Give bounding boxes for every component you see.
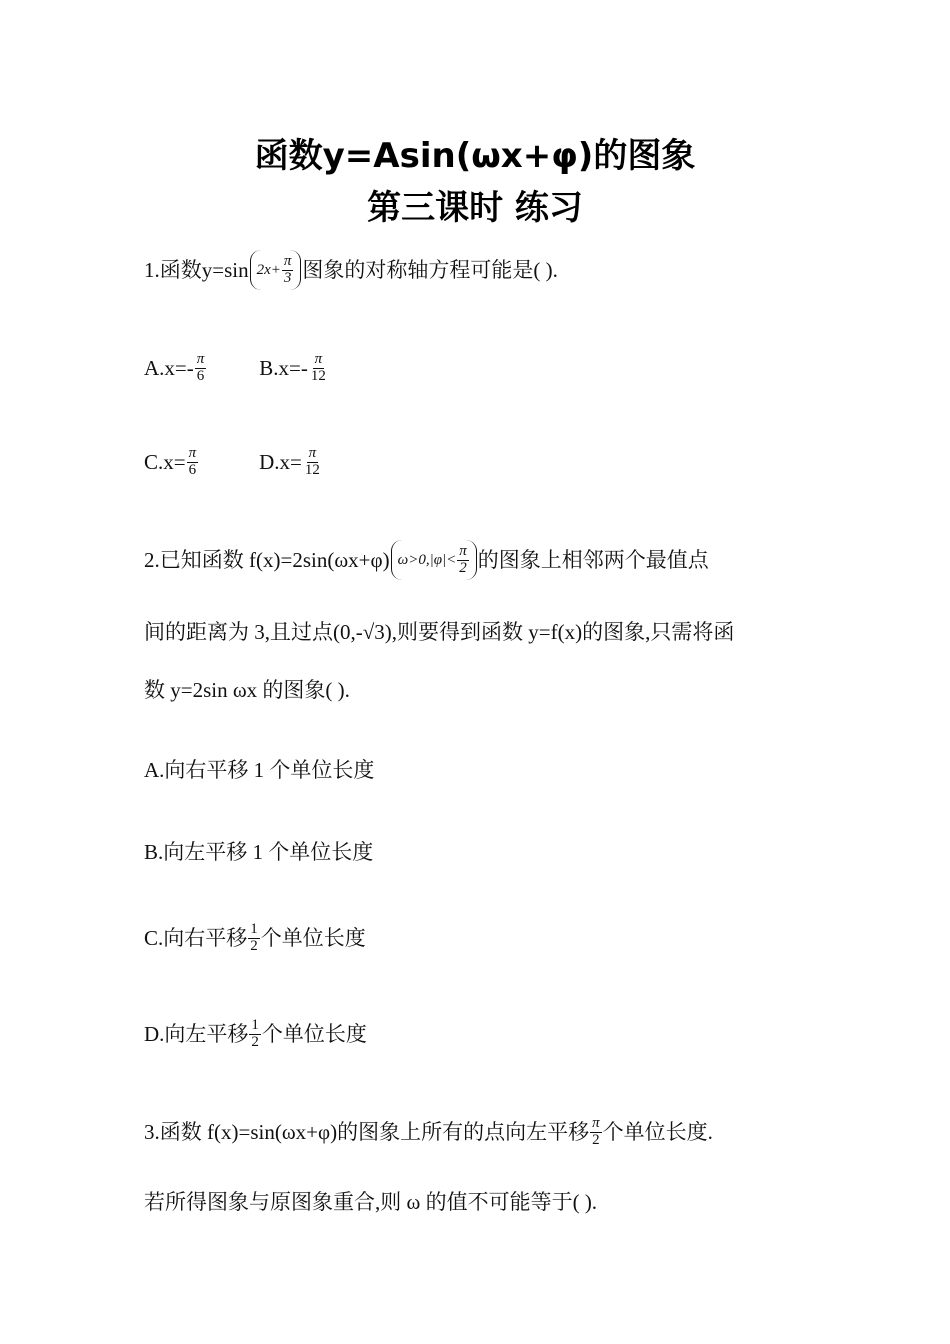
q2-cond-den: 2 — [459, 559, 467, 576]
q1-a-den: 6 — [196, 367, 205, 384]
q2-line1-suffix: 的图象上相邻两个最值点 — [477, 547, 709, 572]
q3-post: 个单位长度. — [602, 1119, 713, 1144]
q1-frac-den: 3 — [283, 269, 292, 286]
q3-pre: 3.函数 f(x)=sin(ωx+φ)的图象上所有的点向左平移 — [144, 1119, 590, 1144]
q2-stem-line3: 数 y=2sin ωx 的图象( ). — [144, 678, 350, 702]
q1-option-b: B.x=- — [259, 355, 308, 380]
q2-prefix: 2.已知函数 f(x)=2sin(ωx+φ) — [144, 547, 390, 572]
q2-option-c — [144, 922, 366, 955]
q1-frac-num: π — [283, 252, 292, 269]
q2-stem-line1 — [144, 540, 709, 580]
q2-c-frac — [248, 922, 260, 955]
q1-suffix: 图象的对称轴方程可能是( ). — [302, 257, 558, 282]
q2-d-den: 2 — [251, 1033, 259, 1050]
q1-options-cd — [144, 446, 323, 479]
q2-c-pre: C.向右平移 — [144, 925, 248, 950]
q1-argument — [250, 250, 302, 290]
q3-frac-den: 2 — [592, 1131, 600, 1148]
q1-fraction — [282, 254, 294, 287]
q1-prefix: 1.函数y=sin — [144, 257, 249, 282]
q2-c-post: 个单位长度 — [260, 925, 366, 950]
q1-option-a: A.x=- — [144, 355, 194, 380]
q2-d-num: 1 — [251, 1017, 259, 1033]
q1-option-d: D.x= — [259, 449, 302, 474]
q2-c-den: 2 — [250, 937, 258, 954]
q1-option-c: C.x= — [144, 449, 186, 474]
q2-c-num: 1 — [250, 921, 258, 937]
q2-stem-line2: 间的距离为 3,且过点(0,-√3),则要得到函数 y=f(x)的图象,只需将函 — [144, 620, 735, 644]
q2-option-d — [144, 1018, 367, 1051]
q2-option-a: A.向右平移 1 个单位长度 — [144, 758, 375, 782]
q3-stem-line2: 若所得图象与原图象重合,则 ω 的值不可能等于( ). — [144, 1190, 598, 1214]
q1-c-num: π — [188, 445, 197, 461]
doc-subtitle: 第三课时 练习 — [367, 188, 583, 228]
q1-d-den: 12 — [304, 461, 320, 478]
q1-option-a-frac — [195, 352, 207, 385]
q2-d-post: 个单位长度 — [261, 1021, 367, 1046]
q1-options-ab — [144, 352, 329, 385]
q2-option-b: B.向左平移 1 个单位长度 — [144, 840, 374, 864]
q2-d-pre: D.向左平移 — [144, 1021, 249, 1046]
q2-cond-text: ω>0,|φ|< — [397, 551, 457, 568]
q1-option-c-frac — [187, 446, 199, 479]
q2-condition — [391, 540, 477, 580]
q2-cond-num: π — [459, 542, 467, 559]
q2-cond-fraction — [457, 544, 469, 577]
q1-inner: 2x+ — [256, 261, 281, 278]
q1-option-b-frac — [309, 352, 328, 385]
q1-option-d-frac — [303, 446, 322, 479]
q3-frac-num: π — [592, 1115, 600, 1131]
q1-d-num: π — [308, 445, 317, 461]
q1-b-den: 12 — [310, 367, 326, 384]
q1-c-den: 6 — [188, 461, 197, 478]
q3-stem-line1 — [144, 1116, 713, 1149]
q1-a-num: π — [196, 351, 205, 367]
q1-b-num: π — [314, 351, 323, 367]
q3-frac — [590, 1116, 602, 1149]
q2-d-frac — [249, 1018, 261, 1051]
doc-title: 函数y=Asin(ωx+φ)的图象 — [254, 136, 696, 176]
q1-stem — [144, 250, 558, 290]
